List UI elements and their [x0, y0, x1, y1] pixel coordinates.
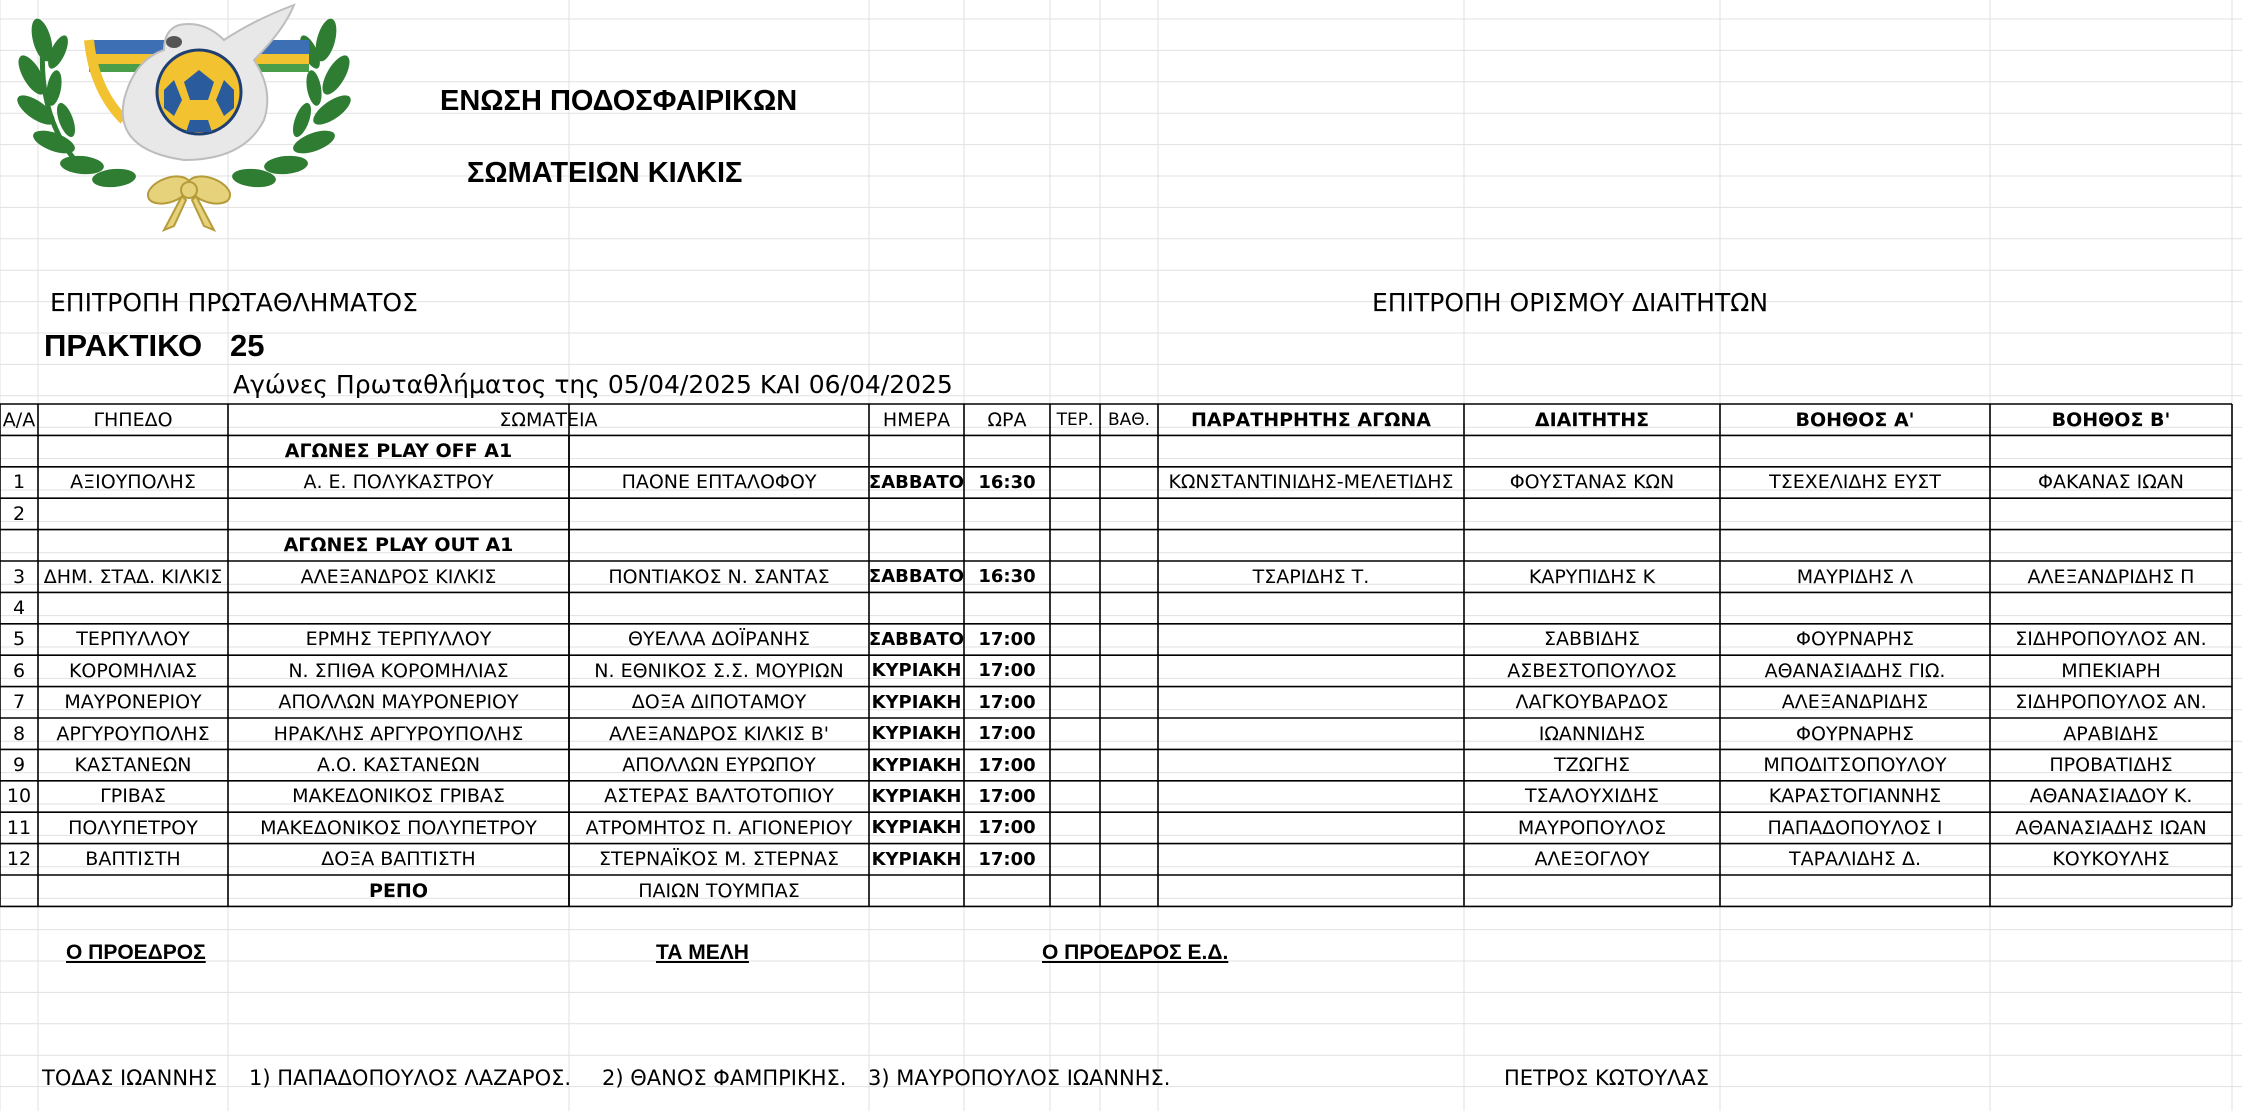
ter-cell	[1050, 624, 1100, 655]
day-cell: ΚΥΡΙΑΚΗ	[871, 754, 962, 776]
repo-team: ΠΑΙΩΝ ΤΟΥΜΠΑΣ	[638, 879, 800, 902]
assistant-a-cell: ΤΣΕΧΕΛΙΔΗΣ ΕΥΣΤ	[1769, 471, 1941, 494]
row-number: 4	[12, 597, 26, 620]
referee-cell: ΤΖΩΓΗΣ	[1553, 754, 1631, 777]
committee-right: ΕΠΙΤΡΟΠΗ ΟΡΙΣΜΟΥ ΔΙΑΙΤΗΤΩΝ	[1372, 288, 1769, 317]
praktiko-label: ΠΡΑΚΤΙΚΟ	[44, 328, 203, 363]
assistant-a-cell: ΜΠΟΔΙΤΣΟΠΟΥΛΟΥ	[1763, 754, 1947, 777]
observer-cell	[1158, 655, 1464, 686]
referee-cell: ΑΣΒΕΣΤΟΠΟΥΛΟΣ	[1507, 659, 1677, 682]
row-number: 5	[12, 628, 26, 651]
ter-cell	[1050, 498, 1100, 529]
away-team-cell: ΠΑΟΝΕ ΕΠΤΑΛΟΦΟΥ	[621, 471, 817, 494]
ed-president-label: Ο ΠΡΟΕΔΡΟΣ Ε.Δ.	[1042, 941, 1229, 964]
referee-cell	[1464, 498, 1720, 529]
vath-cell	[1100, 844, 1158, 875]
observer-cell	[1158, 844, 1464, 875]
day-cell: ΚΥΡΙΑΚΗ	[871, 785, 962, 807]
row-number: 3	[12, 565, 26, 588]
assistant-b-cell: ΑΘΑΝΑΣΙΑΔΟΥ Κ.	[2029, 785, 2193, 808]
vath-cell	[1100, 592, 1158, 623]
repo-label: ΡΕΠΟ	[369, 879, 428, 902]
assistant-b-cell: ΜΠΕΚΙΑΡΗ	[2061, 659, 2161, 682]
row-number: 11	[6, 816, 32, 839]
association-title-line2: ΣΩΜΑΤΕΙΩΝ ΚΙΛΚΙΣ	[467, 157, 743, 189]
column-header-teams: ΣΩΜΑΤΕΙΑ	[499, 408, 598, 431]
assistant-a-cell: ΑΛΕΞΑΝΔΡΙΔΗΣ	[1781, 691, 1929, 714]
committee-left: ΕΠΙΤΡΟΠΗ ΠΡΩΤΑΘΛΗΜΑΤΟΣ	[50, 288, 418, 317]
away-team-cell	[569, 498, 869, 529]
home-team-cell: ΗΡΑΚΛΗΣ ΑΡΓΥΡΟΥΠΟΛΗΣ	[273, 722, 524, 745]
day-cell: ΣΑΒΒΑΤΟ	[869, 471, 964, 493]
assistant-a-cell	[1720, 498, 1990, 529]
observer-cell	[1158, 624, 1464, 655]
stadium-cell: ΓΡΙΒΑΣ	[100, 785, 166, 808]
assistant-b-cell: ΑΛΕΞΑΝΔΡΙΔΗΣ Π	[2027, 565, 2195, 588]
assistant-b-cell: ΣΙΔΗΡΟΠΟΥΛΟΣ ΑΝ.	[2015, 628, 2207, 651]
praktiko-number: 25	[230, 328, 265, 363]
member-1: 1) ΠΑΠΑΔΟΠΟΥΛΟΣ ΛΑΖΑΡΟΣ.	[249, 1066, 572, 1090]
time-cell: 17:00	[978, 628, 1036, 650]
assistant-b-cell	[1990, 592, 2232, 623]
column-header-time: ΩΡΑ	[987, 408, 1027, 431]
row-number: 7	[12, 691, 26, 714]
matches-caption: Αγώνες Πρωταθλήματος της 05/04/2025 ΚΑΙ 06/04/2025	[233, 370, 953, 399]
assistant-a-cell: ΦΟΥΡΝΑΡΗΣ	[1796, 628, 1914, 651]
ter-cell	[1050, 844, 1100, 875]
ter-cell	[1050, 718, 1100, 749]
observer-cell	[1158, 687, 1464, 718]
time-cell: 16:30	[978, 471, 1036, 493]
time-cell: 17:00	[978, 817, 1036, 839]
time-cell: 17:00	[978, 691, 1036, 713]
day-cell	[869, 498, 964, 529]
away-team-cell: ΠΟΝΤΙΑΚΟΣ Ν. ΣΑΝΤΑΣ	[608, 565, 830, 588]
observer-cell	[1158, 592, 1464, 623]
stadium-cell: ΚΑΣΤΑΝΕΩΝ	[74, 754, 192, 777]
referee-cell: ΜΑΥΡΟΠΟΥΛΟΣ	[1517, 816, 1667, 839]
stadium-cell: ΑΡΓΥΡΟΥΠΟΛΗΣ	[56, 722, 210, 745]
time-cell: 17:00	[978, 723, 1036, 745]
assistant-b-cell: ΑΡΑΒΙΔΗΣ	[2063, 722, 2159, 745]
assistant-b-cell: ΚΟΥΚΟΥΛΗΣ	[2052, 848, 2170, 871]
stadium-cell: ΔΗΜ. ΣΤΑΔ. ΚΙΛΚΙΣ	[43, 565, 223, 588]
ed-president-name: ΠΕΤΡΟΣ ΚΩΤΟΥΛΑΣ	[1504, 1066, 1710, 1090]
vath-cell	[1100, 749, 1158, 780]
stadium-cell: ΜΑΥΡΟΝΕΡΙΟΥ	[64, 691, 202, 714]
row-number: 1	[12, 471, 26, 494]
home-team-cell: ΔΟΞΑ ΒΑΠΤΙΣΤΗ	[321, 848, 476, 871]
away-team-cell: ΑΠΟΛΛΩΝ ΕΥΡΩΠΟΥ	[622, 754, 816, 777]
row-number: 8	[12, 722, 26, 745]
assistant-b-cell: ΣΙΔΗΡΟΠΟΥΛΟΣ ΑΝ.	[2015, 691, 2207, 714]
vath-cell	[1100, 812, 1158, 843]
assistant-a-cell: ΜΑΥΡΙΔΗΣ Λ	[1796, 565, 1914, 588]
time-cell: 16:30	[978, 566, 1036, 588]
referee-cell: ΙΩΑΝΝΙΔΗΣ	[1538, 722, 1646, 745]
time-cell: 17:00	[978, 660, 1036, 682]
observer-cell	[1158, 781, 1464, 812]
row-number: 2	[12, 502, 26, 525]
vath-cell	[1100, 687, 1158, 718]
referee-cell: ΣΑΒΒΙΔΗΣ	[1544, 628, 1640, 651]
ter-cell	[1050, 467, 1100, 498]
section-label: ΑΓΩΝΕΣ PLAY OUT A1	[283, 534, 514, 557]
stadium-cell: ΒΑΠΤΙΣΤΗ	[85, 848, 181, 871]
home-team-cell: ΑΛΕΞΑΝΔΡΟΣ ΚΙΛΚΙΣ	[300, 565, 497, 588]
home-team-cell: ΑΠΟΛΛΩΝ ΜΑΥΡΟΝΕΡΙΟΥ	[278, 691, 519, 714]
row-number: 10	[6, 785, 32, 808]
ter-cell	[1050, 749, 1100, 780]
member-3: 3) ΜΑΥΡΟΠΟΥΛΟΣ ΙΩΑΝΝΗΣ.	[868, 1066, 1171, 1090]
ter-cell	[1050, 655, 1100, 686]
column-header-referee: ΔΙΑΙΤΗΤΗΣ	[1534, 408, 1650, 431]
section-label: ΑΓΩΝΕΣ PLAY OFF A1	[284, 440, 513, 463]
assistant-a-cell: ΦΟΥΡΝΑΡΗΣ	[1796, 722, 1914, 745]
members-label: ΤΑ ΜΕΛΗ	[656, 941, 749, 964]
referee-cell	[1464, 592, 1720, 623]
time-cell: 17:00	[978, 754, 1036, 776]
assistant-a-cell: ΠΑΠΑΔΟΠΟΥΛΟΣ Ι	[1767, 816, 1943, 839]
column-header-aa: Α/Α	[2, 408, 36, 431]
assistant-a-cell	[1720, 592, 1990, 623]
member-2: 2) ΘΑΝΟΣ ΦΑΜΠΡΙΚΗΣ.	[602, 1066, 847, 1090]
observer-cell	[1158, 812, 1464, 843]
vath-cell	[1100, 561, 1158, 592]
stadium-cell: ΤΕΡΠΥΛΛΟΥ	[76, 628, 190, 651]
referee-cell: ΚΑΡΥΠΙΔΗΣ Κ	[1528, 565, 1656, 588]
day-cell: ΚΥΡΙΑΚΗ	[871, 723, 962, 745]
assistant-b-cell	[1990, 498, 2232, 529]
ter-cell	[1050, 592, 1100, 623]
vath-cell	[1100, 467, 1158, 498]
home-team-cell	[228, 592, 569, 623]
observer-cell: ΤΣΑΡΙΔΗΣ Τ.	[1252, 565, 1370, 588]
home-team-cell: Α.Ο. ΚΑΣΤΑΝΕΩΝ	[316, 754, 481, 777]
stadium-cell	[38, 498, 228, 529]
home-team-cell: Ν. ΣΠΙΘΑ ΚΟΡΟΜΗΛΙΑΣ	[288, 659, 509, 682]
day-cell: ΣΑΒΒΑΤΟ	[869, 628, 964, 650]
column-header-day: ΗΜΕΡΑ	[882, 408, 951, 431]
vath-cell	[1100, 624, 1158, 655]
president-name: ΤΟΔΑΣ ΙΩΑΝΝΗΣ	[42, 1066, 218, 1090]
day-cell	[869, 592, 964, 623]
away-team-cell: ΑΛΕΞΑΝΔΡΟΣ ΚΙΛΚΙΣ Β'	[608, 722, 830, 745]
vath-cell	[1100, 718, 1158, 749]
observer-cell	[1158, 749, 1464, 780]
home-team-cell: ΕΡΜΗΣ ΤΕΡΠΥΛΛΟΥ	[305, 628, 492, 651]
home-team-cell: ΜΑΚΕΔΟΝΙΚΟΣ ΠΟΛΥΠΕΤΡΟΥ	[260, 816, 537, 839]
assistant-a-cell: ΑΘΑΝΑΣΙΑΔΗΣ ΓΙΩ.	[1764, 659, 1946, 682]
observer-cell: ΚΩΝΣΤΑΝΤΙΝΙΔΗΣ-ΜΕΛΕΤΙΔΗΣ	[1168, 471, 1454, 494]
ter-cell	[1050, 812, 1100, 843]
observer-cell	[1158, 498, 1464, 529]
time-cell: 17:00	[978, 848, 1036, 870]
away-team-cell: ΔΟΞΑ ΔΙΠΟΤΑΜΟΥ	[631, 691, 807, 714]
day-cell: ΣΑΒΒΑΤΟ	[869, 566, 964, 588]
stadium-cell: ΠΟΛΥΠΕΤΡΟΥ	[68, 816, 198, 839]
column-header-ter: ΤΕΡ.	[1056, 409, 1094, 430]
stadium-cell: ΚΟΡΟΜΗΛΙΑΣ	[68, 659, 198, 682]
column-header-assistant-b: ΒΟΗΘΟΣ Β'	[2051, 408, 2171, 431]
column-header-vath: ΒΑΘ.	[1107, 409, 1151, 430]
away-team-cell: Ν. ΕΘΝΙΚΟΣ Σ.Σ. ΜΟΥΡΙΩΝ	[594, 659, 844, 682]
away-team-cell: ΘΥΕΛΛΑ ΔΟΪΡΑΝΗΣ	[627, 628, 811, 651]
column-header-assistant-a: ΒΟΗΘΟΣ Α'	[1795, 408, 1915, 431]
vath-cell	[1100, 498, 1158, 529]
stadium-cell: ΑΞΙΟΥΠΟΛΗΣ	[70, 471, 196, 494]
referee-cell: ΤΣΑΛΟΥΧΙΔΗΣ	[1524, 785, 1660, 808]
column-header-observer: ΠΑΡΑΤΗΡΗΤΗΣ ΑΓΩΝΑ	[1191, 408, 1431, 431]
home-team-cell: ΜΑΚΕΔΟΝΙΚΟΣ ΓΡΙΒΑΣ	[292, 785, 505, 808]
assistant-a-cell: ΚΑΡΑΣΤΟΓΙΑΝΝΗΣ	[1768, 785, 1942, 808]
referee-cell: ΛΑΓΚΟΥΒΑΡΔΟΣ	[1515, 691, 1669, 714]
away-team-cell: ΑΣΤΕΡΑΣ ΒΑΛΤΟΤΟΠΙΟΥ	[604, 785, 834, 808]
time-cell	[964, 592, 1050, 623]
assistant-b-cell: ΑΘΑΝΑΣΙΑΔΗΣ ΙΩΑΝ	[2015, 816, 2207, 839]
assistant-b-cell: ΦΑΚΑΝΑΣ ΙΩΑΝ	[2038, 471, 2184, 494]
ter-cell	[1050, 687, 1100, 718]
president-label: Ο ΠΡΟΕΔΡΟΣ	[66, 941, 206, 964]
away-team-cell: ΑΤΡΟΜΗΤΟΣ Π. ΑΓΙΟΝΕΡΙΟΥ	[585, 816, 853, 839]
row-number: 12	[6, 848, 32, 871]
row-number: 9	[12, 754, 26, 777]
time-cell: 17:00	[978, 785, 1036, 807]
away-team-cell	[569, 592, 869, 623]
time-cell	[964, 498, 1050, 529]
stadium-cell	[38, 592, 228, 623]
column-header-stadium: ΓΗΠΕΔΟ	[93, 408, 173, 431]
observer-cell	[1158, 718, 1464, 749]
ter-cell	[1050, 561, 1100, 592]
away-team-cell: ΣΤΕΡΝΑΪΚΟΣ Μ. ΣΤΕΡΝΑΣ	[598, 848, 840, 871]
day-cell: ΚΥΡΙΑΚΗ	[871, 660, 962, 682]
referee-cell: ΑΛΕΞΟΓΛΟΥ	[1534, 848, 1650, 871]
row-number: 6	[12, 659, 26, 682]
home-team-cell	[228, 498, 569, 529]
association-title-line1: ΕΝΩΣΗ ΠΟΔΟΣΦΑΙΡΙΚΩΝ	[440, 85, 798, 117]
vath-cell	[1100, 655, 1158, 686]
day-cell: ΚΥΡΙΑΚΗ	[871, 848, 962, 870]
referee-cell: ΦΟΥΣΤΑΝΑΣ ΚΩΝ	[1509, 471, 1675, 494]
ter-cell	[1050, 781, 1100, 812]
day-cell: ΚΥΡΙΑΚΗ	[871, 691, 962, 713]
vath-cell	[1100, 781, 1158, 812]
day-cell: ΚΥΡΙΑΚΗ	[871, 817, 962, 839]
assistant-b-cell: ΠΡΟΒΑΤΙΔΗΣ	[2049, 754, 2173, 777]
assistant-a-cell: ΤΑΡΑΛΙΔΗΣ Δ.	[1788, 848, 1922, 871]
home-team-cell: Α. Ε. ΠΟΛΥΚΑΣΤΡΟΥ	[303, 471, 494, 494]
